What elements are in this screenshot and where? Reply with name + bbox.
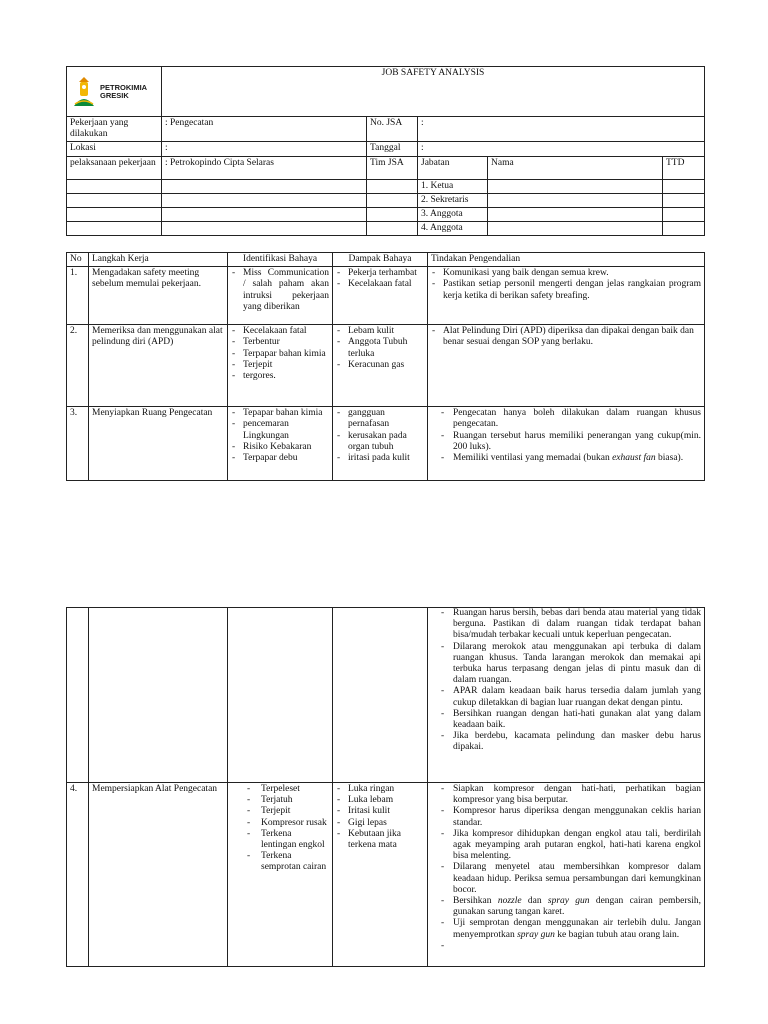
team-role-anggota-1: 3. Anggota bbox=[418, 208, 488, 222]
empty-cell bbox=[67, 222, 162, 236]
empty-cell bbox=[333, 608, 428, 783]
team-col-nama: Nama bbox=[488, 156, 663, 179]
table-row bbox=[67, 783, 705, 967]
field-label-no-jsa: No. JSA bbox=[367, 117, 418, 142]
control-text: ke bagian tubuh atau orang lain. bbox=[557, 929, 680, 940]
control-cell bbox=[428, 325, 705, 407]
list-item: - Kecelakaan fatal bbox=[231, 326, 329, 337]
team-role-ketua: 1. Ketua bbox=[418, 179, 488, 193]
list-item: - Jika berdebu, kacamata pelindung dan masker debu harus dipakai. bbox=[431, 731, 701, 753]
control-cell bbox=[428, 407, 705, 481]
jsa-steps-table-continued bbox=[66, 607, 705, 967]
table-row bbox=[67, 267, 705, 325]
list-item: - tergores. bbox=[231, 371, 329, 382]
impact-cell bbox=[333, 407, 428, 481]
step-description: Mengadakan safety meeting sebelum memulai pekerjaan. bbox=[89, 267, 228, 325]
control-text: Uji semprotan dengan menggunakan air terlebih dulu. Jangan menyemprotkan bbox=[453, 918, 701, 940]
empty-cell bbox=[67, 193, 162, 207]
list-item: - Siapkan kompresor dengan hati-hati, perhatikan bagian kompresor yang bisa berputar. bbox=[431, 784, 701, 806]
list-item: - Terkena semprotan cairan bbox=[243, 851, 329, 873]
impact-cell bbox=[333, 267, 428, 325]
step-description: Menyiapkan Ruang Pengecatan bbox=[89, 407, 228, 481]
hazard-cell bbox=[228, 325, 333, 407]
step-number: 3. bbox=[67, 407, 89, 481]
empty-cell bbox=[367, 208, 418, 222]
list-item: - Pekerja terhambat bbox=[336, 268, 424, 279]
field-label-tim-jsa: Tim JSA bbox=[367, 156, 418, 179]
list-item: - Gigi lepas bbox=[336, 818, 424, 829]
empty-cell bbox=[162, 193, 367, 207]
empty-cell bbox=[228, 608, 333, 783]
list-item: - kerusakan pada organ tubuh bbox=[336, 431, 424, 453]
list-item: - Komunikasi yang baik dengan semua krew. bbox=[431, 268, 701, 279]
col-header-no: No bbox=[67, 253, 89, 267]
list-item: - Kecelakaan fatal bbox=[336, 279, 424, 290]
field-value-no-jsa: : bbox=[418, 117, 705, 142]
document-title: JOB SAFETY ANALYSIS bbox=[162, 67, 705, 117]
field-label-pekerjaan: Pekerjaan yang dilakukan bbox=[67, 117, 162, 142]
step-number: 4. bbox=[67, 783, 89, 967]
control-text: Memiliki ventilasi yang memadai (bukan bbox=[453, 453, 610, 464]
field-label-tanggal: Tanggal bbox=[367, 142, 418, 156]
jsa-header-table bbox=[66, 66, 705, 236]
list-item: - pencemaran Lingkungan bbox=[231, 419, 329, 441]
list-item bbox=[431, 896, 701, 918]
list-item bbox=[431, 453, 701, 464]
field-value-tanggal: : bbox=[418, 142, 705, 156]
list-item: - Terjepit bbox=[243, 806, 329, 817]
hazard-cell bbox=[228, 407, 333, 481]
list-item: - Terpapar debu bbox=[231, 453, 329, 464]
control-text-italic: nozzle bbox=[497, 896, 522, 907]
list-item: - Dilarang menyetel atau membersihkan kompresor dalam keadaan hidup. Periksa semua persambungan dari kemungkinan bocor. bbox=[431, 862, 701, 896]
control-text-italic: spray gun bbox=[547, 896, 590, 907]
petrokimia-logo-icon bbox=[71, 76, 97, 108]
list-item: - gangguan pernafasan bbox=[336, 408, 424, 430]
list-item: - iritasi pada kulit bbox=[336, 453, 424, 464]
col-header-langkah: Langkah Kerja bbox=[89, 253, 228, 267]
control-cell bbox=[428, 608, 705, 783]
hazard-cell bbox=[228, 783, 333, 967]
team-role-anggota-2: 4. Anggota bbox=[418, 222, 488, 236]
empty-cell bbox=[663, 193, 705, 207]
list-item: - Terpapar bahan kimia bbox=[231, 349, 329, 360]
list-item: - Terkena lentingan engkol bbox=[243, 829, 329, 851]
control-cell bbox=[428, 783, 705, 967]
field-value-pekerjaan: : Pengecatan bbox=[162, 117, 367, 142]
field-label-pelaksanaan: pelaksanaan pekerjaan bbox=[67, 156, 162, 179]
list-item: - Dilarang merokok atau menggunakan api terbuka di dalam ruangan khusus. Tanda larangan merokok dan memakai api terbuka harus terpasang dengan jelas di pintu masuk dan di dalam ruangan. bbox=[431, 642, 701, 687]
list-item: - Bersihkan ruangan dengan hati-hati gunakan alat yang dalam keadaan baik. bbox=[431, 709, 701, 731]
control-cell bbox=[428, 267, 705, 325]
team-col-ttd: TTD bbox=[663, 156, 705, 179]
impact-cell bbox=[333, 325, 428, 407]
control-text: biasa). bbox=[658, 453, 684, 464]
empty-cell bbox=[67, 179, 162, 193]
empty-cell bbox=[367, 222, 418, 236]
list-item: - Iritasi kulit bbox=[336, 806, 424, 817]
jsa-steps-table bbox=[66, 252, 705, 481]
list-item: - Ruangan harus bersih, bebas dari benda atau material yang tidak berguna. Pastikan di dalam ruangan tidak terdapat bahan bisa/mudah terbakar kecuali untuk keperluan pengecatan. bbox=[431, 608, 701, 642]
list-item: - Anggota Tubuh terluka bbox=[336, 337, 424, 359]
empty-cell bbox=[367, 179, 418, 193]
list-item: - Terpeleset bbox=[243, 784, 329, 795]
list-item: - Terjepit bbox=[231, 360, 329, 371]
control-text: Bersihkan bbox=[453, 896, 492, 907]
logo-line-2: GRESIK bbox=[100, 90, 129, 100]
col-header-dampak: Dampak Bahaya bbox=[333, 253, 428, 267]
list-item: - Terbentur bbox=[231, 337, 329, 348]
empty-cell bbox=[89, 608, 228, 783]
impact-cell bbox=[333, 783, 428, 967]
empty-cell bbox=[488, 179, 663, 193]
col-header-tindakan: Tindakan Pengendalian bbox=[428, 253, 705, 267]
list-item: - Risiko Kebakaran bbox=[231, 442, 329, 453]
control-text-italic: exhaust fan bbox=[612, 453, 656, 464]
empty-cell bbox=[67, 208, 162, 222]
list-item: - Kebutaan jika terkena mata bbox=[336, 829, 424, 851]
step-number: 2. bbox=[67, 325, 89, 407]
empty-cell bbox=[663, 179, 705, 193]
logo-line-1: PETROKIMIA bbox=[100, 82, 148, 92]
list-item: - Ruangan tersebut harus memiliki penerangan yang cukup(min. 200 luks). bbox=[431, 431, 701, 453]
table-row bbox=[67, 407, 705, 481]
list-item: - Kompresor rusak bbox=[243, 818, 329, 829]
empty-cell bbox=[488, 222, 663, 236]
empty-cell bbox=[488, 208, 663, 222]
empty-cell bbox=[663, 222, 705, 236]
list-item: - Lebam kulit bbox=[336, 326, 424, 337]
list-item: - Keracunan gas bbox=[336, 360, 424, 371]
col-header-identifikasi: Identifikasi Bahaya bbox=[228, 253, 333, 267]
hazard-cell bbox=[228, 267, 333, 325]
empty-cell bbox=[67, 608, 89, 783]
empty-cell bbox=[162, 208, 367, 222]
control-text: dan bbox=[527, 896, 542, 907]
list-item: - Pastikan setiap personil mengerti dengan jelas rangkaian program kerja ketika di berikan safety breafing. bbox=[431, 279, 701, 301]
empty-cell bbox=[663, 208, 705, 222]
control-text-italic: spray gun bbox=[517, 929, 555, 940]
team-role-sekretaris: 2. Sekretaris bbox=[418, 193, 488, 207]
list-item: - Luka lebam bbox=[336, 795, 424, 806]
field-value-lokasi: : bbox=[162, 142, 367, 156]
step-description: Memeriksa dan menggunakan alat pelindung diri (APD) bbox=[89, 325, 228, 407]
empty-cell bbox=[162, 179, 367, 193]
list-item: - Terjatuh bbox=[243, 795, 329, 806]
empty-cell bbox=[488, 193, 663, 207]
list-item: - Miss Communication / salah paham akan intruksi pekerjaan yang diberikan bbox=[231, 268, 329, 313]
company-logo bbox=[71, 76, 157, 108]
control-text: dengan cairan pembersih, gunakan sarung tangan karet. bbox=[453, 896, 702, 918]
empty-cell bbox=[162, 222, 367, 236]
empty-cell bbox=[367, 193, 418, 207]
table-row bbox=[67, 608, 705, 783]
list-item: - APAR dalam keadaan baik harus tersedia dalam jumlah yang cukup diletakkan di bagian luar ruangan dekat dengan pintu. bbox=[431, 686, 701, 708]
field-value-pelaksanaan: : Petrokopindo Cipta Selaras bbox=[162, 156, 367, 179]
field-label-lokasi: Lokasi bbox=[67, 142, 162, 156]
logo-cell bbox=[67, 67, 162, 117]
list-item: - Tepapar bahan kimia bbox=[231, 408, 329, 419]
table-row bbox=[67, 325, 705, 407]
list-item: - Kompresor harus diperiksa dengan menggunakan ceklis harian standar. bbox=[431, 806, 701, 828]
list-item: - Pengecatan hanya boleh dilakukan dalam ruangan khusus pengecatan. bbox=[431, 408, 701, 430]
list-item bbox=[431, 918, 701, 940]
team-col-jabatan: Jabatan bbox=[418, 156, 488, 179]
step-description: Mempersiapkan Alat Pengecatan bbox=[89, 783, 228, 967]
list-item: - Jika kompresor dihidupkan dengan engkol atau tali, berdirilah agak meyamping arah putaran engkol, hati-hati karena engkol bisa melenting. bbox=[431, 829, 701, 863]
step-number: 1. bbox=[67, 267, 89, 325]
list-item: - Luka ringan bbox=[336, 784, 424, 795]
list-item: - Alat Pelindung Diri (APD) diperiksa dan dipakai dengan baik dan benar sesuai dengan SOP yang berlaku. bbox=[431, 326, 701, 348]
